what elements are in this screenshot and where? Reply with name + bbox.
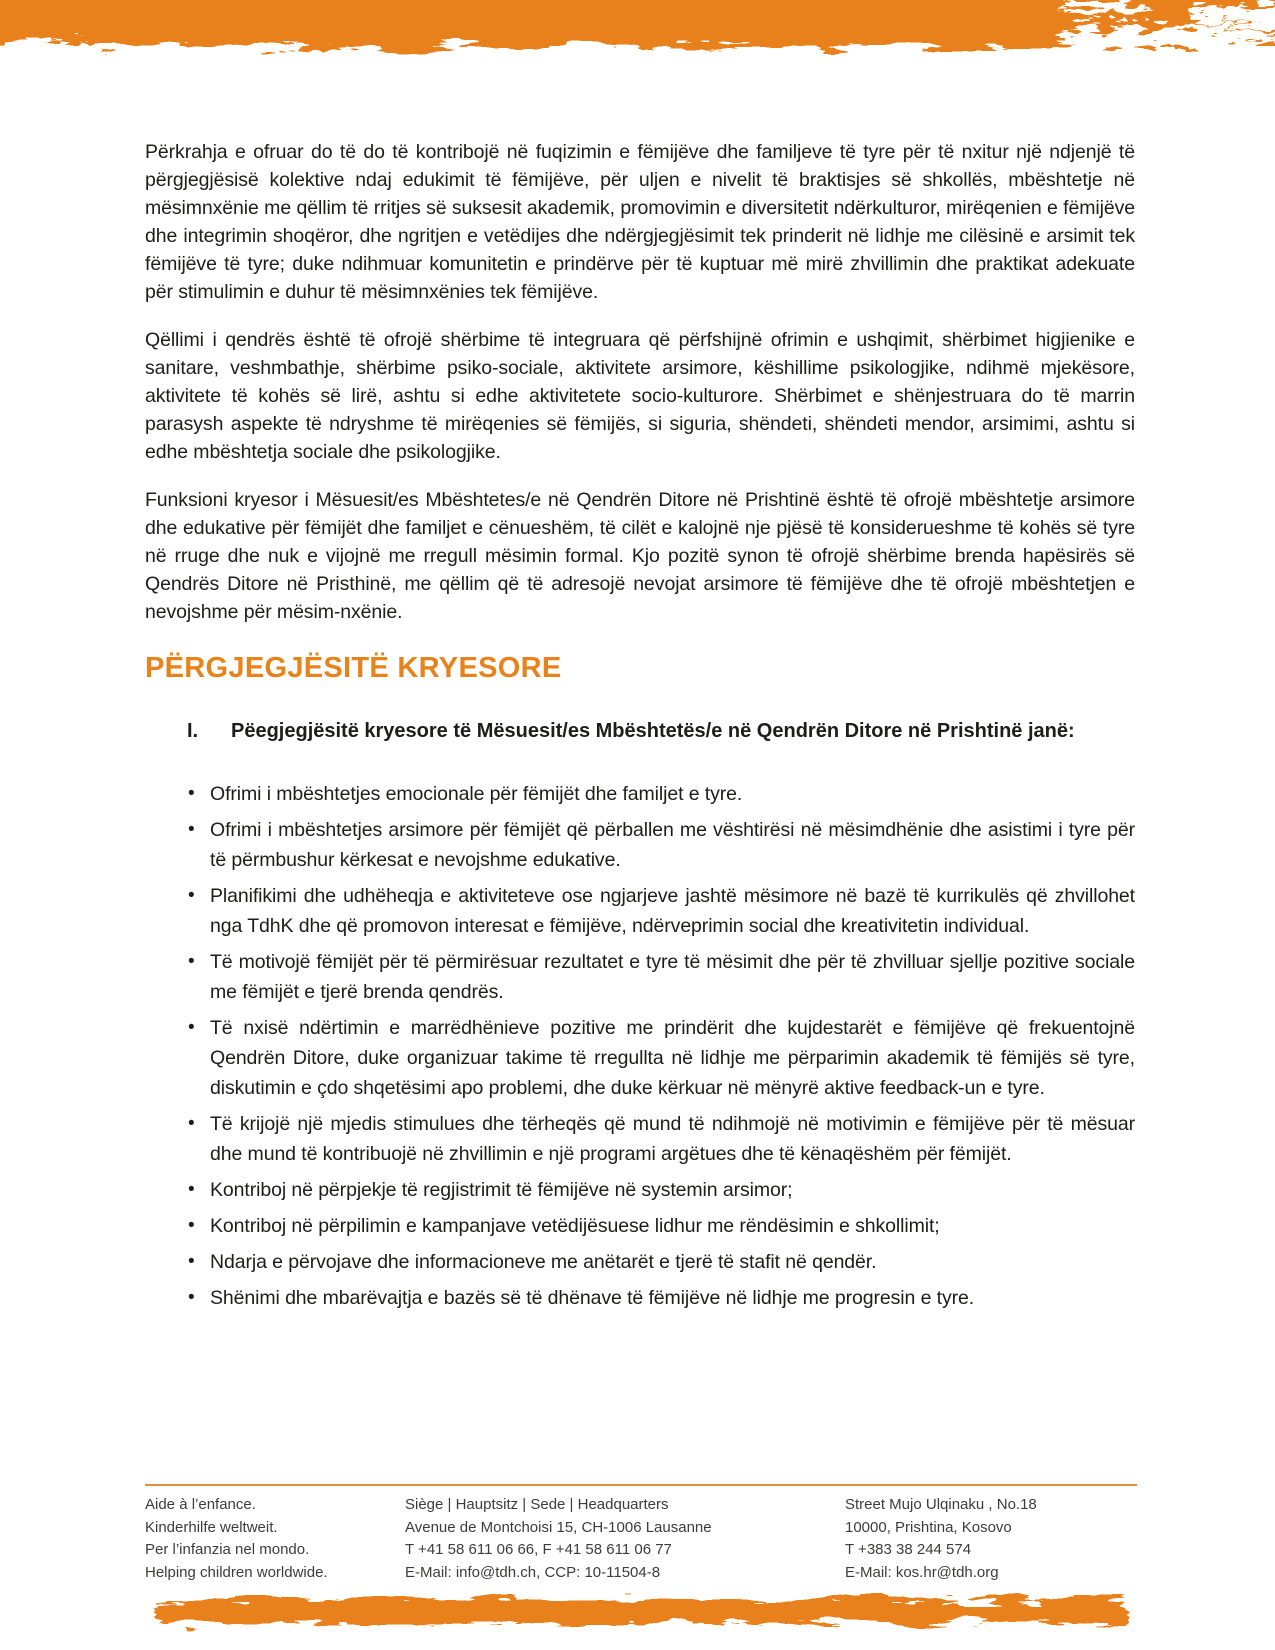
footer-line: Avenue de Montchoisi 15, CH-1006 Lausanne xyxy=(405,1518,712,1536)
list-item xyxy=(188,1247,1135,1277)
footer-taglines xyxy=(145,1494,405,1584)
bullet-icon: • xyxy=(188,885,195,906)
list-item xyxy=(188,815,1135,875)
numbered-subheading xyxy=(187,717,1135,745)
footer-line: Aide à l’enfance. xyxy=(145,1496,256,1513)
footer-headquarters xyxy=(405,1494,845,1584)
list-item-text: Të motivojë fëmijët për të përmirësuar rezultatet e tyre të mësimit dhe për të zhvilluar sjellje pozitive sociale me fëmijët e tjerë brenda qendrës. xyxy=(210,951,1135,1003)
bullet-icon: • xyxy=(188,951,195,972)
footer-line: Helping children worldwide. xyxy=(145,1563,328,1581)
bullet-icon: • xyxy=(188,1251,195,1272)
intro-paragraph-2: Qëllimi i qendrës është të ofrojë shërbime të integruara që përfshijnë ofrimin e ushqimit, shërbimet higjienike e sanitare, veshmbathje, shërbime psiko-sociale, aktivitete arsimore, këshillime psikologjike, ndihmë mjekësore, aktivitete të kohës së lirë, ashtu si edhe aktivitetete socio-kulturore. Shërbimet e shënjestruara do të marrin parasysh aspekte të ndryshme të mirëqenies së fëmijës, si siguria, shëndeti, shëndeti mendor, arsimimi, ashtu si edhe mbështetja sociale dhe psikologjike. xyxy=(145,329,1135,463)
page-footer xyxy=(145,1484,1137,1584)
bullet-icon: • xyxy=(188,1215,195,1236)
footer-line: Siège | Hauptsitz | Sede | Headquarters xyxy=(405,1496,669,1513)
list-item-text: Shënimi dhe mbarëvajtja e bazës së të dhënave të fëmijëve në lidhje me progresin e tyre. xyxy=(210,1287,975,1309)
footer-line: Street Mujo Ulqinaku , No.18 xyxy=(845,1496,1037,1513)
intro-paragraph-3: Funksioni kryesor i Mësuesit/es Mbështetes/e në Qendrën Ditore në Prishtinë është të ofrojë mbështetje arsimore dhe edukative për fëmijët dhe familjet e cënueshëm, të cilët e kalojnë nje pjësë të konsiderueshme të kohës së tyre në rruge dhe nuk e vijojnë me rregull mësimin formal. Kjo pozitë synon të ofrojë shërbime brenda hapësirës së Qendrës Ditore në Pristhinë, me qëllim që të adresojë nevojat arsimore të fëmijëve dhe të ofrojë mbështetjen e nevojshme për mësim-nxënie. xyxy=(145,489,1135,623)
list-item xyxy=(188,881,1135,941)
list-item-text: Kontriboj në përpjekje të regjistrimit të fëmijëve në systemin arsimor; xyxy=(210,1179,793,1201)
footer-line: 10000, Prishtina, Kosovo xyxy=(845,1518,1012,1536)
list-item xyxy=(188,779,1135,809)
footer-line: T +383 38 244 574 xyxy=(845,1541,972,1558)
list-item xyxy=(188,1211,1135,1241)
bullet-icon: • xyxy=(188,1017,195,1038)
bullet-icon: • xyxy=(188,783,195,804)
list-item-text: Të nxisë ndërtimin e marrëdhënieve pozitive me prindërit dhe kujdestarët e fëmijëve që frekuentojnë Qendrën Ditore, duke organizuar takime të rregullta në lidhje me përparimin akademik të fëmijës së tyre, diskutimin e çdo shqetësimi apo problemi, dhe duke kërkuar në mënyrë aktive feedback-un e tyre. xyxy=(210,1017,1135,1099)
list-item-text: Të krijojë një mjedis stimulues dhe tërheqës që mund të ndihmojë në motivimin e fëmijëve për të mësuar dhe mund të kontribuojë në zhvillimin e një programi argëtues dhe të kënaqëshëm për fëmijët. xyxy=(210,1113,1135,1165)
top-brush-banner xyxy=(0,0,1275,70)
document-body xyxy=(145,138,1135,1319)
list-item xyxy=(188,1175,1135,1205)
list-item xyxy=(188,1283,1135,1313)
footer-line: E-Mail: kos.hr@tdh.org xyxy=(845,1563,999,1581)
roman-numeral: I. xyxy=(187,720,199,742)
list-item-text: Planifikimi dhe udhëheqja e aktiviteteve ose ngjarjeve jashtë mësimore në bazë të kurrikulës që zhvillohet nga TdhK dhe që promovon interesat e fëmijëve, ndërveprimin social dhe kreativitetin individual. xyxy=(210,885,1135,937)
footer-line: Per l’infanzia nel mondo. xyxy=(145,1541,310,1558)
brush-stroke-graphic xyxy=(0,0,1275,70)
list-item xyxy=(188,1109,1135,1169)
bottom-brush-banner xyxy=(148,1593,1138,1633)
bullet-icon: • xyxy=(188,1179,195,1200)
bullet-icon: • xyxy=(188,1287,195,1308)
bullet-icon: • xyxy=(188,1113,195,1134)
footer-line: T +41 58 611 06 66, F +41 58 611 06 77 xyxy=(405,1541,672,1558)
list-item-text: Ofrimi i mbështetjes arsimore për fëmijët që përballen me vështirësi në mësimdhënie dhe asistimi i tyre për të përmbushur kërkesat e nevojshme edukative. xyxy=(210,819,1135,871)
section-heading-responsibilities: PËRGJEGJËSITË KRYESORE xyxy=(145,652,562,684)
bullet-icon: • xyxy=(188,819,195,840)
footer-line: Kinderhilfe weltweit. xyxy=(145,1518,278,1536)
list-item xyxy=(188,947,1135,1007)
responsibilities-list xyxy=(188,779,1135,1313)
list-item-text: Ofrimi i mbështetjes emocionale për fëmijët dhe familjet e tyre. xyxy=(210,783,743,805)
brush-stroke-graphic xyxy=(148,1593,1138,1633)
intro-paragraph-1: Përkrahja e ofruar do të do të kontribojë në fuqizimin e fëmijëve dhe familjeve të tyre për të nxitur një ndjenjë të përgjegjësisë kolektive ndaj edukimit të fëmijëve, për uljen e nivelit të braktisjes së shkollës, mbështetje në mësimnxënie me qëllim të rritjes së suksesit akademik, promovimin e diversitetit ndërkulturor, mirëqenien e fëmijëve dhe integrimin shoqëror, dhe ngritjen e vetëdijes dhe ndërgjegjësimit tek prinderit në lidhje me cilësinë e arsimit tek fëmijëve të tyre; duke ndihmuar komunitetin e prindërve për të kuptuar më mirë zhvillimin dhe praktikat adekuate për stimulimin e duhur të mësimnxënies tek fëmijëve. xyxy=(145,141,1135,303)
list-item-text: Ndarja e përvojave dhe informacioneve me anëtarët e tjerë të stafit në qendër. xyxy=(210,1251,877,1273)
list-item-text: Kontriboj në përpilimin e kampanjave vetëdijësuese lidhur me rëndësimin e shkollimit; xyxy=(210,1215,940,1237)
footer-line: E-Mail: info@tdh.ch, CCP: 10-11504-8 xyxy=(405,1563,661,1581)
footer-kosovo-office xyxy=(845,1494,1137,1584)
numbered-subheading-text: Pëegjegjësitë kryesore të Mësuesit/es Mbështetës/e në Qendrën Ditore në Prishtinë janë: xyxy=(231,720,1075,742)
list-item xyxy=(188,1013,1135,1103)
